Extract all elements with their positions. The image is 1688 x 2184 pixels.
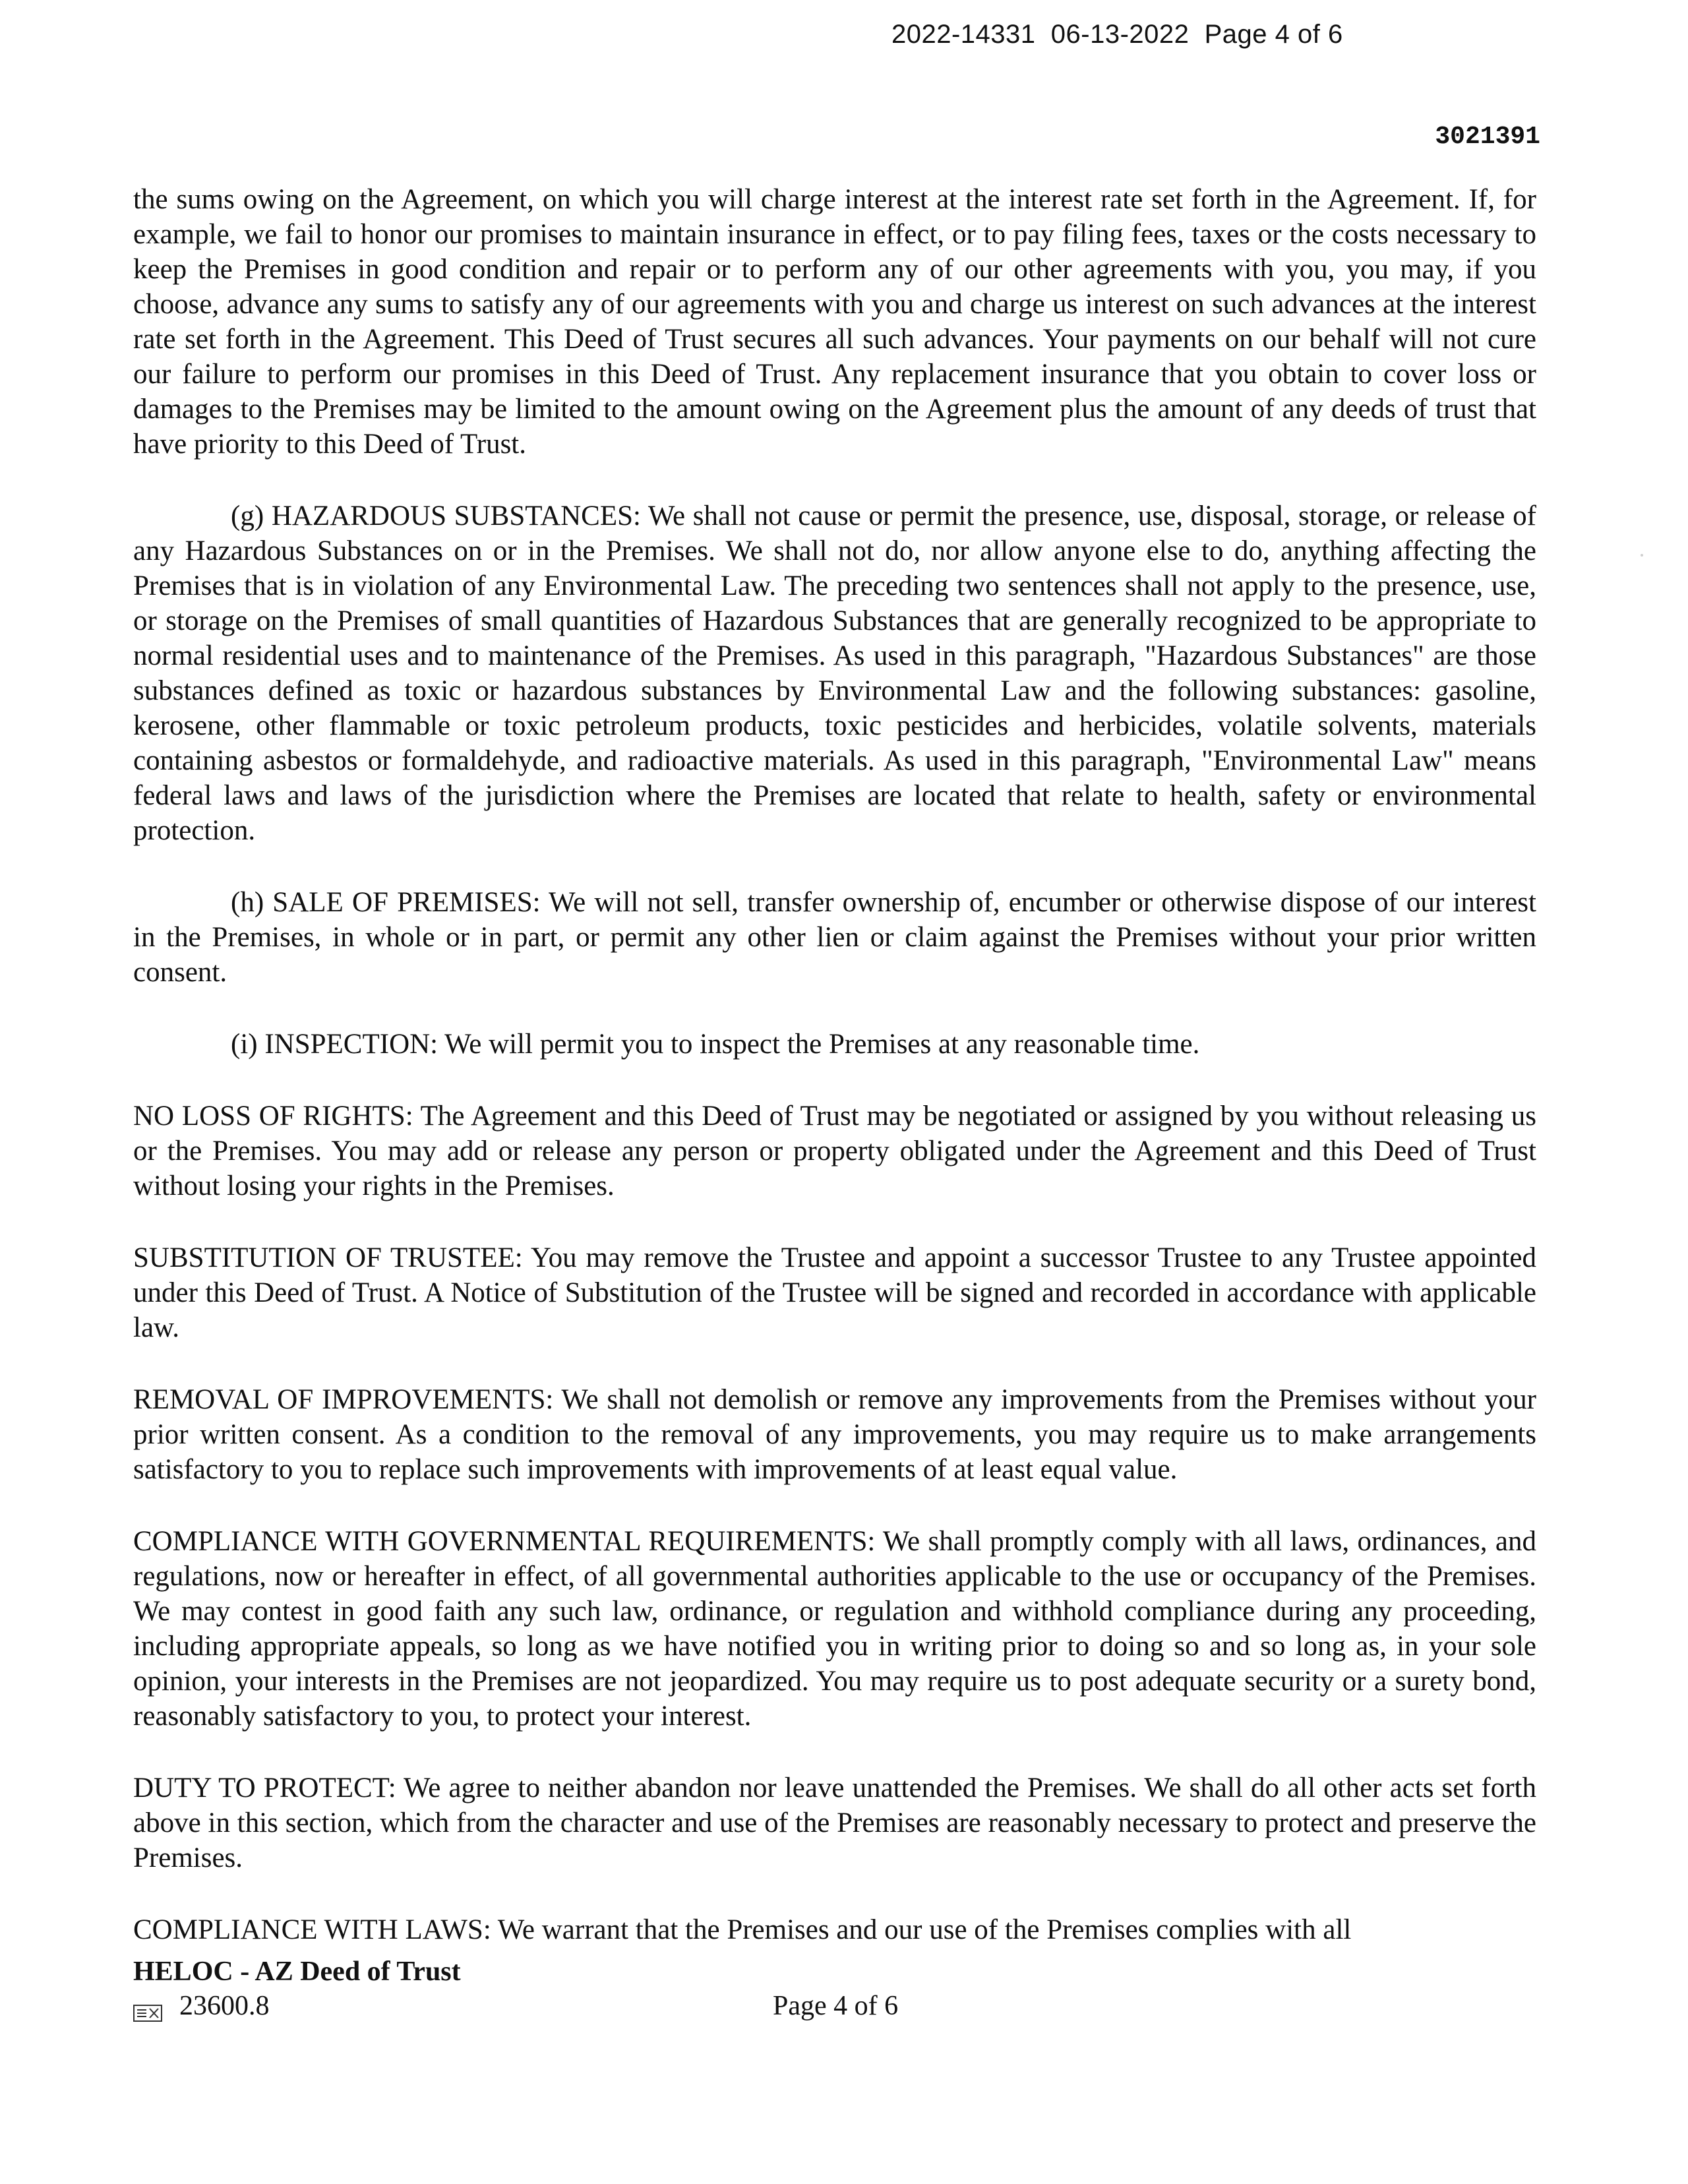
- paragraph-duty-to-protect: DUTY TO PROTECT: We agree to neither abandon nor leave unattended the Premises. We shall do all other acts set forth above in this section, which from the character and use of the Premises are reasonably necessary to protect and preserve the Premises.: [133, 1773, 1536, 1873]
- paragraph-hazardous-substances: (g) HAZARDOUS SUBSTANCES: We shall not cause or permit the presence, use, disposal, storage, or release of any Hazardous Substances on or in the Premises. We shall not do, nor allow anyone else to do, anything affecting the Premises that is in violation of any Environmental Law. The preceding two sentences shall not apply to the presence, use, or storage on the Premises of small quantities of Hazardous Substances that are generally recognized to be appropriate to normal residential uses and to maintenance of the Premises. As used in this paragraph, "Hazardous Substances" are those substances defined as toxic or hazardous substances by Environmental Law and the following substances: gasoline, kerosene, other flammable or toxic petroleum products, toxic pesticides and herbicides, volatile solvents, materials containing asbestos or formaldehyde, and radioactive materials. As used in this paragraph, "Environmental Law" means federal laws and laws of the jurisdiction where the Premises are located that relate to health, safety or environmental protection.: [133, 501, 1536, 846]
- footer-form-id: [133, 1990, 270, 2022]
- document-body: [133, 182, 1536, 1947]
- document-number: 3021391: [1435, 123, 1540, 151]
- footer-form-title: HELOC - AZ Deed of Trust: [133, 1957, 461, 1987]
- recording-stamp: 2022-14331 06-13-2022 Page 4 of 6: [891, 20, 1343, 49]
- paragraph-sale-of-premises: (h) SALE OF PREMISES: We will not sell, transfer ownership of, encumber or otherwise dispose of our interest in the Premises, in whole or in part, or permit any other lien or claim against the Premises without your prior written consent.: [133, 887, 1536, 988]
- form-icon: [133, 1997, 162, 2015]
- paragraph-advances: the sums owing on the Agreement, on which you will charge interest at the interest rate set forth in the Agreement. If, for example, we fail to honor our promises to maintain insurance in effect, or to pay filing fees, taxes or the costs necessary to keep the Premises in good condition and repair or to perform any of our other agreements with you, you may, if you choose, advance any sums to satisfy any of our agreements with you and charge us interest on such advances at the interest rate set forth in the Agreement. This Deed of Trust secures all such advances. Your payments on our behalf will not cure our failure to perform our promises in this Deed of Trust. Any replacement insurance that you obtain to cover loss or damages to the Premises may be limited to the amount owing on the Agreement plus the amount of any deeds of trust that have priority to this Deed of Trust.: [133, 184, 1536, 460]
- scan-speck: [1641, 554, 1643, 557]
- paragraph-removal-of-improvements: REMOVAL OF IMPROVEMENTS: We shall not demolish or remove any improvements from the Premises without your prior written consent. As a condition to the removal of any improvements, you may require us to make arrangements satisfactory to you to replace such improvements with improvements of at least equal value.: [133, 1384, 1536, 1485]
- paragraph-inspection: (i) INSPECTION: We will permit you to inspect the Premises at any reasonable time.: [231, 1029, 1200, 1060]
- paragraph-compliance-with-laws: COMPLIANCE WITH LAWS: We warrant that the Premises and our use of the Premises complies with all: [133, 1914, 1352, 1945]
- paragraph-substitution-of-trustee: SUBSTITUTION OF TRUSTEE: You may remove the Trustee and appoint a successor Trustee to any Trustee appointed under this Deed of Trust. A Notice of Substitution of the Trustee will be signed and recorded in accordance with applicable law.: [133, 1242, 1536, 1343]
- footer-page-number: Page 4 of 6: [773, 1991, 899, 2021]
- paragraph-no-loss-of-rights: NO LOSS OF RIGHTS: The Agreement and this Deed of Trust may be negotiated or assigned by you without releasing us or the Premises. You may add or release any person or property obligated under the Agreement and this Deed of Trust without losing your rights in the Premises.: [133, 1101, 1536, 1201]
- paragraph-compliance-governmental: COMPLIANCE WITH GOVERNMENTAL REQUIREMENTS: We shall promptly comply with all laws, ordinances, and regulations, now or hereafter in effect, of all governmental authorities applicable to the use or occupancy of the Premises. We may contest in good faith any such law, ordinance, or regulation and withhold compliance during any proceeding, including appropriate appeals, so long as we have notified you in writing prior to doing so and so long as, in your sole opinion, your interests in the Premises are not jeopardized. You may require us to post adequate security or a surety bond, reasonably satisfactory to you, to protect your interest.: [133, 1526, 1536, 1732]
- footer-form-number: 23600.8: [179, 1991, 270, 2021]
